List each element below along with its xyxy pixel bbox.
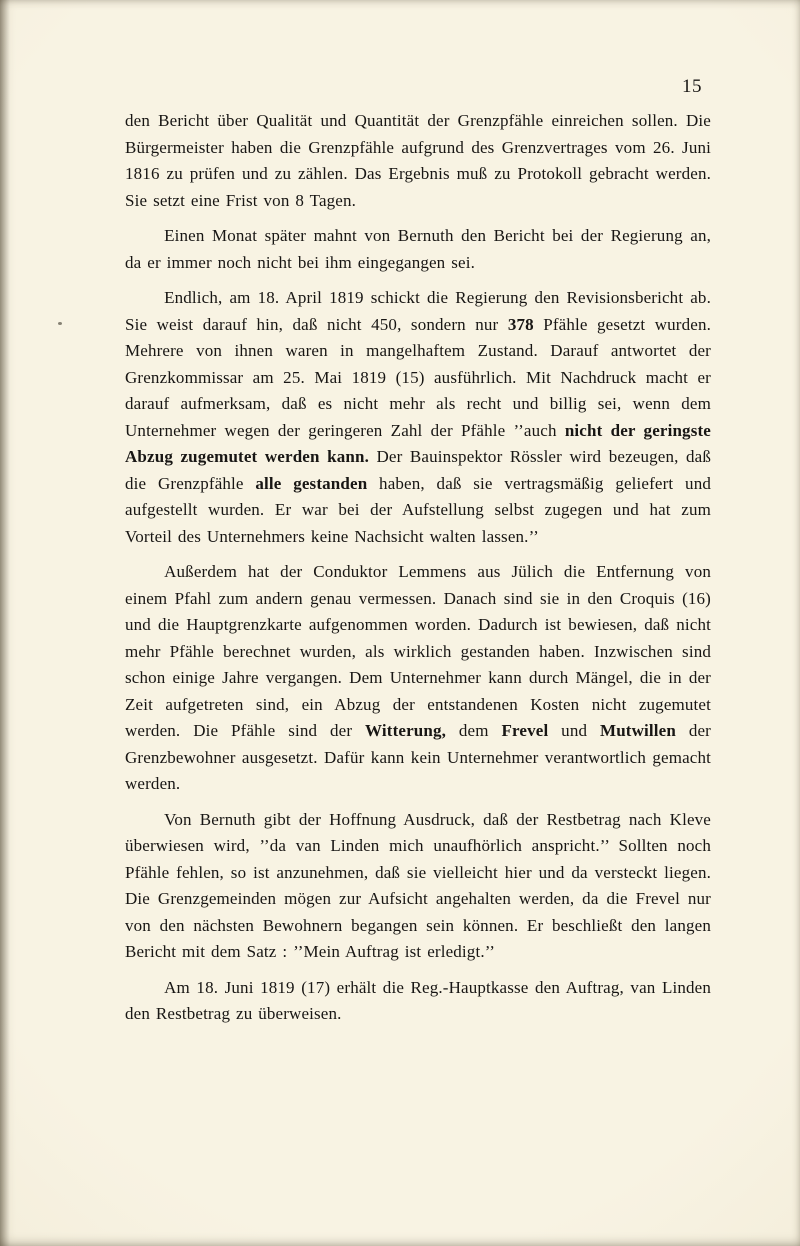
text-run: 378 [507, 314, 534, 334]
paragraph [125, 559, 711, 798]
paragraph [125, 223, 711, 276]
text-run: Von Bernuth gibt der Hoffnung Ausdruck, daß der Restbetrag nach Kleve überwiesen wird, ’’da van Linden mich unaufhörlich anspricht.’’ Sollten noch Pfähle fehlen, so ist anzunehmen, daß sie vielleicht hier und da versteckt liegen. Die Grenzgemeinden mögen zur Aufsicht angehalten werden, da die Frevel nur von den nächsten Bewohnern begangen sein können. Er beschließt den langen Bericht mit dem Satz : ’’Mein Auftrag ist erledigt.’’ [125, 809, 711, 961]
text-run: Endlich, am 18. April 1819 schickt die Regierung den Revisionsbericht ab. Sie weist darauf hin, daß nicht 450, sondern nur [125, 288, 711, 334]
text-run: und [548, 721, 600, 740]
text-run: Frevel [501, 721, 549, 740]
text-run: den Bericht über Qualität und Quantität der Grenzpfähle einreichen sollen. Die Bürgermeister haben die Grenzpfähle aufgrund des Grenzvertrages vom 26. Juni 1816 zu prüfen und zu zählen. Das Ergebnis muß zu Protokoll gebracht werden. Sie setzt eine Frist von 8 Tagen. [125, 111, 711, 210]
paragraph [125, 807, 711, 966]
text-run: Pfähle gesetzt wurden. Mehrere von ihnen waren in mangelhaftem Zustand. Darauf antwortet der Grenzkommissar am 25. Mai 1819 (15) ausführlich. Mit Nachdruck macht er darauf aufmerksam, daß es nicht mehr als recht und billig sei, wenn dem Unternehmer wegen der geringeren Zahl der Pfähle ’’auch [125, 314, 711, 440]
paragraph [125, 108, 711, 214]
text-run: Einen Monat später mahnt von Bernuth den Bericht bei der Regierung an, da er immer noch nicht bei ihm eingegangen sei. [125, 226, 711, 272]
page-text [125, 108, 711, 1037]
text-run: Der Bauinspektor Rössler wird bezeugen, daß die Grenzpfähle [125, 447, 712, 493]
text-run: haben, daß sie vertragsmäßig geliefert und aufgestellt wurden. Er war bei der Aufstellung selbst zugegen und hat zum Vorteil des Unternehmers keine Nachsicht walten lassen.’’ [125, 473, 711, 546]
text-run: Witterung, [365, 721, 447, 740]
paragraph [125, 285, 711, 550]
text-run: Am 18. Juni 1819 (17) erhält die Reg.-Hauptkasse den Auftrag, van Linden den Restbetrag zu überweisen. [125, 977, 711, 1023]
text-run: alle gestanden [255, 473, 368, 493]
paragraph [125, 975, 711, 1028]
scan-speck [58, 322, 62, 325]
text-run: Mutwillen [600, 721, 676, 740]
text-run: Außerdem hat der Conduktor Lemmens aus Jülich die Entfernung von einem Pfahl zum andern genau vermessen. Danach sind sie in den Croquis (16) und die Hauptgrenzkarte aufgenommen worden. Dadurch ist bewiesen, daß nicht mehr Pfähle berechnet wurden, als wirklich gestanden haben. Inzwischen sind schon einige Jahre vergangen. Dem Unternehmer kann durch Mängel, die in der Zeit aufgetreten sind, ein Abzug der entstandenen Kosten nicht zugemutet werden. Die Pfähle sind der [125, 562, 711, 740]
page-number: 15 [682, 76, 702, 97]
text-run: nicht der geringste Abzug zugemutet werden kann. [125, 420, 711, 466]
text-run: dem [446, 721, 502, 740]
text-run: der Grenzbewohner ausgesetzt. Dafür kann kein Unternehmer verantwortlich gemacht werden. [125, 721, 711, 793]
